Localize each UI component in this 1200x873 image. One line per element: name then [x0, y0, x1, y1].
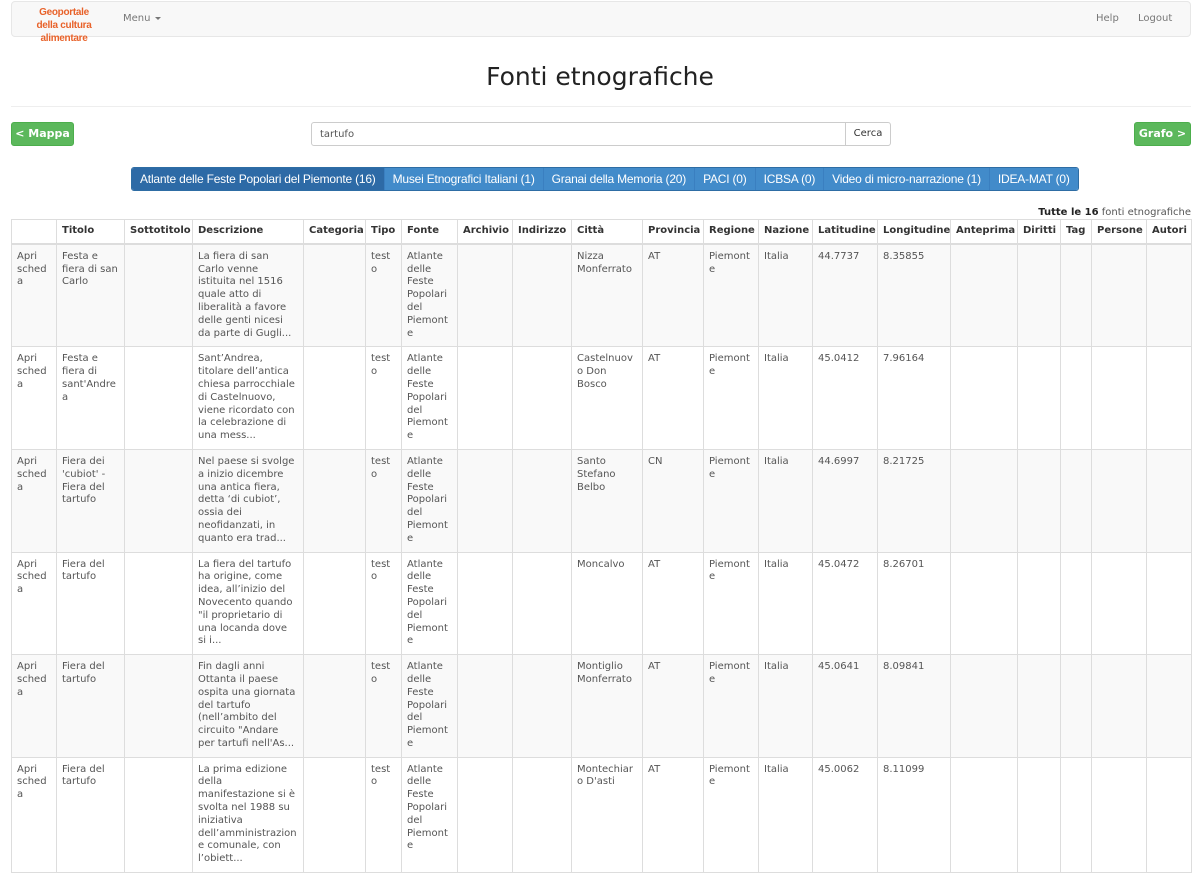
column-header: Categoria: [304, 220, 366, 244]
table-cell: [458, 552, 513, 655]
table-cell: [1092, 244, 1147, 347]
table-cell: [1018, 449, 1061, 552]
column-header: Autori: [1147, 220, 1192, 244]
column-header: Longitudine: [878, 220, 951, 244]
table-cell: [1018, 552, 1061, 655]
table-cell: 7.96164: [878, 347, 951, 450]
results-table: [11, 219, 1192, 873]
table-cell: Atlante delle Feste Popolari del Piemonte: [402, 552, 458, 655]
tab-source[interactable]: Atlante delle Feste Popolari del Piemonte (16): [132, 168, 384, 190]
table-cell: CN: [643, 449, 704, 552]
column-header: Anteprima: [951, 220, 1018, 244]
table-cell: [1061, 244, 1092, 347]
column-header: [12, 220, 57, 244]
count-prefix: Tutte le 16: [1038, 207, 1099, 218]
search-input[interactable]: [311, 122, 846, 146]
table-cell: Fiera del tartufo: [57, 757, 125, 872]
table-cell: [1147, 655, 1192, 758]
table-header: [12, 220, 1192, 244]
column-header: Nazione: [759, 220, 813, 244]
column-header: Regione: [704, 220, 759, 244]
table-cell: [125, 552, 193, 655]
table-cell: Santo Stefano Belbo: [572, 449, 643, 552]
table-cell: 8.11099: [878, 757, 951, 872]
table-cell: Festa e fiera di san Carlo: [57, 244, 125, 347]
table-cell: AT: [643, 347, 704, 450]
table-cell: testo: [366, 655, 402, 758]
table-cell: La prima edizione della manifestazione si è svolta nel 1988 su iniziativa dell’amministrazione comunale, con l’obiett...: [193, 757, 304, 872]
table-cell: Sant’Andrea, titolare dell’antica chiesa parrocchiale di Castelnuovo, viene ricordato con la celebrazione di una mess...: [193, 347, 304, 450]
table-cell: Italia: [759, 449, 813, 552]
table-cell: [304, 552, 366, 655]
table-cell: [1061, 347, 1092, 450]
column-header: Persone: [1092, 220, 1147, 244]
table-cell: 8.35855: [878, 244, 951, 347]
table-cell: Atlante delle Feste Popolari del Piemonte: [402, 347, 458, 450]
table-cell: [513, 757, 572, 872]
table-cell: [951, 757, 1018, 872]
column-header: Diritti: [1018, 220, 1061, 244]
table-cell: AT: [643, 244, 704, 347]
table-cell: [1018, 757, 1061, 872]
table-cell: [1061, 655, 1092, 758]
table-cell: 45.0472: [813, 552, 878, 655]
column-header: Fonte: [402, 220, 458, 244]
table-row: [12, 244, 1192, 347]
navbar: [11, 1, 1191, 44]
open-record-link[interactable]: Apri scheda: [17, 661, 47, 698]
table-cell: [304, 347, 366, 450]
table-cell: [125, 449, 193, 552]
column-header: Titolo: [57, 220, 125, 244]
logout-link[interactable]: Logout: [1138, 13, 1173, 24]
table-cell: [12, 757, 57, 872]
table-cell: [304, 449, 366, 552]
table-cell: Piemonte: [704, 552, 759, 655]
menu-dropdown[interactable]: [123, 13, 161, 24]
map-button[interactable]: < Mappa: [11, 122, 74, 146]
table-cell: [513, 244, 572, 347]
table-cell: [125, 655, 193, 758]
table-cell: [458, 449, 513, 552]
table-row: [12, 757, 1192, 872]
table-cell: La fiera di san Carlo venne istituita nel 1516 quale atto di liberalità a favore delle genti nicesi da parte di Gugli...: [193, 244, 304, 347]
table-cell: La fiera del tartufo ha origine, come idea, all’inizio del Novecento quando "il proprietario di una locanda dove si i...: [193, 552, 304, 655]
tab-source[interactable]: ICBSA (0): [755, 168, 824, 190]
open-record-link[interactable]: Apri scheda: [17, 353, 47, 390]
column-header: Sottotitolo: [125, 220, 193, 244]
table-cell: [1147, 552, 1192, 655]
column-header: Descrizione: [193, 220, 304, 244]
menu-label: Menu: [123, 13, 151, 24]
table-cell: [125, 244, 193, 347]
table-cell: Nizza Monferrato: [572, 244, 643, 347]
table-cell: [1061, 552, 1092, 655]
table-cell: Moncalvo: [572, 552, 643, 655]
table-cell: testo: [366, 449, 402, 552]
column-header: Tipo: [366, 220, 402, 244]
table-cell: [458, 655, 513, 758]
table-cell: Fiera del tartufo: [57, 655, 125, 758]
table-cell: Piemonte: [704, 449, 759, 552]
tab-source[interactable]: IDEA-MAT (0): [989, 168, 1078, 190]
table-cell: [1018, 655, 1061, 758]
table-cell: Montiglio Monferrato: [572, 655, 643, 758]
table-cell: [12, 655, 57, 758]
column-header: Indirizzo: [513, 220, 572, 244]
result-count: [1038, 207, 1191, 218]
table-cell: [513, 449, 572, 552]
table-cell: 45.0062: [813, 757, 878, 872]
table-cell: [12, 552, 57, 655]
table-cell: 8.26701: [878, 552, 951, 655]
table-cell: [304, 757, 366, 872]
table-cell: [951, 655, 1018, 758]
table-cell: [1092, 552, 1147, 655]
table-cell: testo: [366, 757, 402, 872]
table-cell: [1092, 347, 1147, 450]
table-cell: Italia: [759, 347, 813, 450]
table-cell: [458, 757, 513, 872]
table-cell: [12, 244, 57, 347]
table-cell: Piemonte: [704, 655, 759, 758]
column-header: Città: [572, 220, 643, 244]
table-cell: testo: [366, 347, 402, 450]
table-cell: [951, 244, 1018, 347]
table-cell: AT: [643, 655, 704, 758]
table-cell: Atlante delle Feste Popolari del Piemonte: [402, 655, 458, 758]
tab-source[interactable]: Musei Etnografici Italiani (1): [384, 168, 543, 190]
caret-down-icon: [155, 17, 161, 20]
divider: [11, 106, 1191, 107]
table-cell: Fin dagli anni Ottanta il paese ospita una giornata del tartufo (nell’ambito del circuito "Andare per tartufi nell'As...: [193, 655, 304, 758]
table-cell: 8.21725: [878, 449, 951, 552]
column-header: Tag: [1061, 220, 1092, 244]
table-cell: [12, 449, 57, 552]
table-cell: 44.7737: [813, 244, 878, 347]
table-cell: Piemonte: [704, 244, 759, 347]
table-cell: Atlante delle Feste Popolari del Piemonte: [402, 244, 458, 347]
table-cell: testo: [366, 552, 402, 655]
open-record-link[interactable]: Apri scheda: [17, 558, 47, 596]
table-cell: Piemonte: [704, 347, 759, 450]
open-record-link[interactable]: Apri scheda: [17, 763, 47, 801]
table-cell: [304, 244, 366, 347]
graph-button[interactable]: Grafo >: [1134, 122, 1191, 146]
table-cell: Italia: [759, 655, 813, 758]
tab-source[interactable]: PACI (0): [694, 168, 755, 190]
open-record-link[interactable]: Apri scheda: [17, 455, 47, 493]
table-cell: Fiera del tartufo: [57, 552, 125, 655]
table-cell: 45.0412: [813, 347, 878, 450]
table-cell: 8.09841: [878, 655, 951, 758]
table-cell: [1092, 449, 1147, 552]
table-cell: Festa e fiera di sant'Andrea: [57, 347, 125, 450]
column-header: Provincia: [643, 220, 704, 244]
table-cell: Fiera dei 'cubiot' - Fiera del tartufo: [57, 449, 125, 552]
table-cell: [1061, 449, 1092, 552]
table-cell: [125, 757, 193, 872]
table-row: [12, 655, 1192, 758]
table-cell: testo: [366, 244, 402, 347]
count-suffix: fonti etnografiche: [1098, 207, 1191, 218]
table-cell: Atlante delle Feste Popolari del Piemonte: [402, 449, 458, 552]
table-cell: [1018, 347, 1061, 450]
table-cell: [1147, 757, 1192, 872]
table-cell: [513, 347, 572, 450]
table-cell: AT: [643, 552, 704, 655]
search-button[interactable]: Cerca: [845, 122, 891, 146]
table-cell: Nel paese si svolge a inizio dicembre una antica fiera, detta ‘di cubiot’, ossia dei neofidanzati, in quanto era trad...: [193, 449, 304, 552]
open-record-link[interactable]: Apri scheda: [17, 250, 47, 288]
column-header: Archivio: [458, 220, 513, 244]
source-tabs: [131, 167, 1079, 191]
table-cell: Italia: [759, 552, 813, 655]
table-cell: Italia: [759, 244, 813, 347]
table-cell: Castelnuovo Don Bosco: [572, 347, 643, 450]
column-header: Latitudine: [813, 220, 878, 244]
page-title: Fonti etnografiche: [486, 62, 714, 91]
table-cell: [513, 655, 572, 758]
table-cell: [12, 347, 57, 450]
help-link[interactable]: Help: [1096, 13, 1119, 24]
table-cell: [951, 347, 1018, 450]
table-cell: Piemonte: [704, 757, 759, 872]
table-row: [12, 552, 1192, 655]
table-cell: 45.0641: [813, 655, 878, 758]
table-cell: [1018, 244, 1061, 347]
table-cell: [951, 449, 1018, 552]
table-cell: [304, 655, 366, 758]
table-cell: AT: [643, 757, 704, 872]
table-row: [12, 449, 1192, 552]
table-cell: [1147, 449, 1192, 552]
table-cell: [951, 552, 1018, 655]
table-cell: 44.6997: [813, 449, 878, 552]
table-cell: Montechiaro D'asti: [572, 757, 643, 872]
table-cell: [125, 347, 193, 450]
tab-source[interactable]: Granai della Memoria (20): [543, 168, 694, 190]
table-cell: [458, 244, 513, 347]
table-cell: [1061, 757, 1092, 872]
brand-logo[interactable]: Geoportale della cultura alimentare: [36, 7, 92, 44]
table-cell: [1092, 757, 1147, 872]
table-cell: [1147, 347, 1192, 450]
table-cell: Italia: [759, 757, 813, 872]
table-cell: [1147, 244, 1192, 347]
table-cell: [513, 552, 572, 655]
table-cell: [458, 347, 513, 450]
tab-source[interactable]: Video di micro-narrazione (1): [823, 168, 989, 190]
table-cell: Atlante delle Feste Popolari del Piemonte: [402, 757, 458, 872]
table-row: [12, 347, 1192, 450]
table-cell: [1092, 655, 1147, 758]
